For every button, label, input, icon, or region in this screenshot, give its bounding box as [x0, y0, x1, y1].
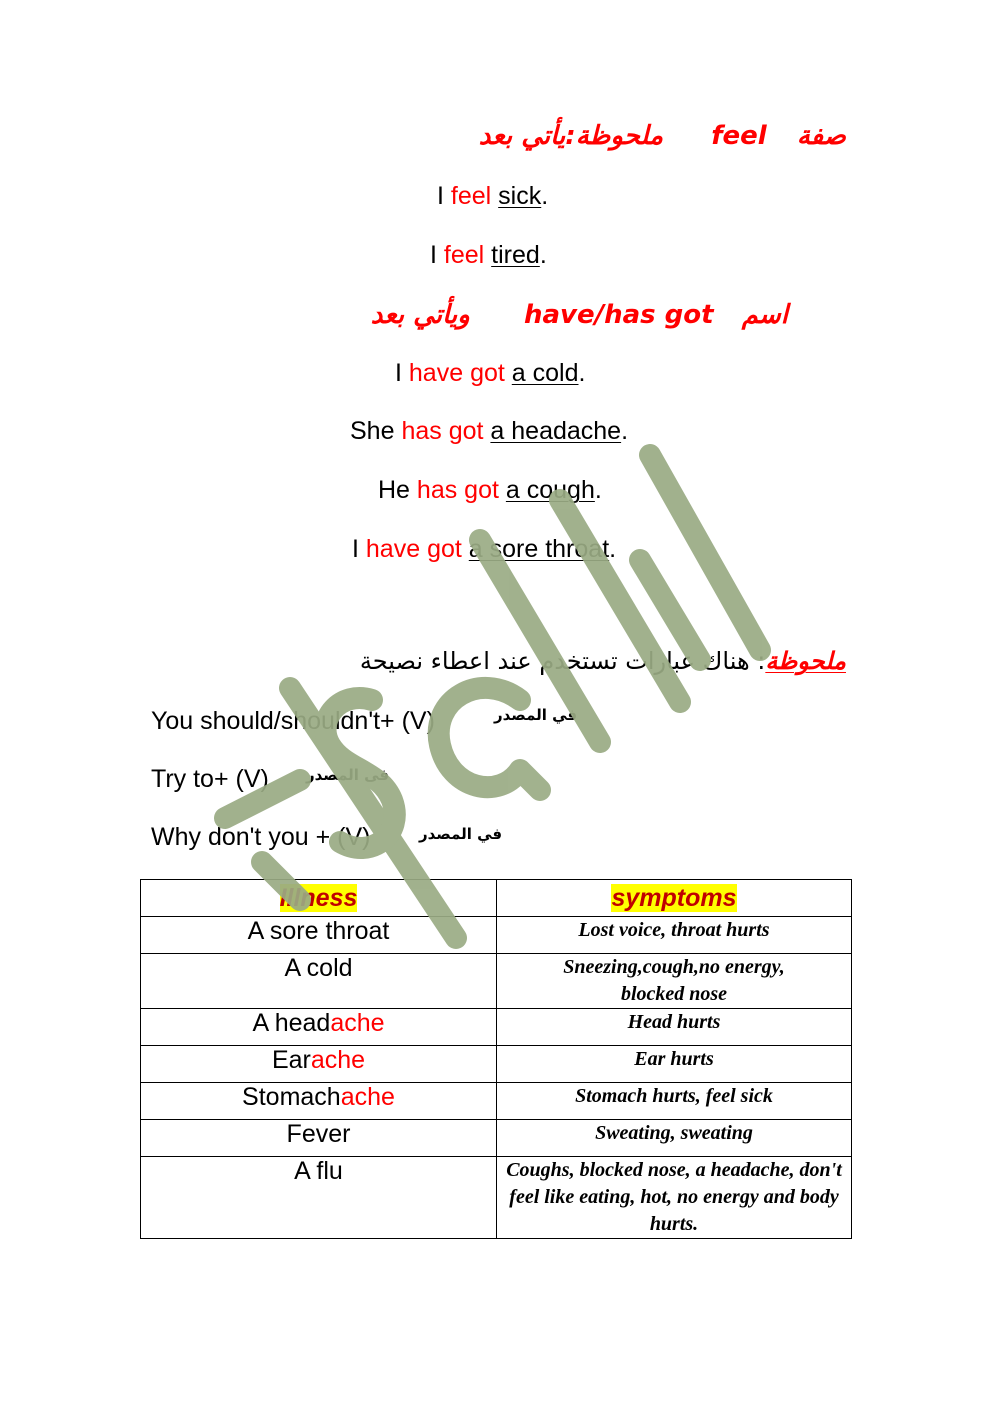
period: .	[541, 182, 549, 210]
note-have-got	[371, 300, 788, 330]
header-illness-text: Illness	[279, 883, 358, 912]
advice-arabic-1: في المصدر	[494, 706, 578, 724]
note-advice-colon: :	[757, 647, 766, 675]
symptom-cell: Ear hurts	[497, 1046, 852, 1083]
complement: a cold	[511, 359, 579, 387]
symptom-cell: Coughs, blocked nose, a headache, don't feel like eating, hot, no energy and body hurts.	[497, 1157, 852, 1239]
verb: have got	[365, 535, 462, 563]
verb: feel	[443, 241, 485, 269]
advice-phrase-1: You should/shouldn't+ (V)	[151, 707, 435, 735]
illness-suffix: ache	[330, 1009, 385, 1037]
illness-cell	[141, 954, 497, 1009]
have-example-2	[350, 417, 628, 446]
note-have-word: have/has got	[523, 300, 714, 330]
complement: sick	[498, 182, 542, 210]
illness-cell	[141, 1046, 497, 1083]
illness-text: Stomach	[242, 1083, 341, 1111]
period: .	[539, 241, 547, 269]
subject: I	[430, 241, 437, 269]
table-row	[141, 917, 852, 954]
note-have-prefix: ويأتي بعد	[370, 300, 470, 330]
symptom-cell: Stomach hurts, feel sick	[497, 1083, 852, 1120]
illness-cell	[141, 1083, 497, 1120]
verb: feel	[450, 182, 492, 210]
header-symptoms-text: symptoms	[611, 883, 737, 912]
header-illness	[141, 880, 497, 917]
illness-suffix: ache	[340, 1083, 395, 1111]
verb: has got	[401, 417, 484, 445]
verb: have got	[408, 359, 505, 387]
note-feel	[479, 121, 846, 151]
period: .	[594, 476, 602, 504]
table-row	[141, 954, 852, 1009]
complement: tired	[491, 241, 540, 269]
subject: I	[352, 535, 359, 563]
have-example-3	[378, 476, 602, 505]
illness-text: A flu	[294, 1157, 343, 1185]
illness-table	[140, 879, 852, 1239]
verb: has got	[416, 476, 499, 504]
table-row	[141, 1046, 852, 1083]
table-row	[141, 1120, 852, 1157]
period: .	[621, 417, 629, 445]
complement: a sore throat	[468, 535, 610, 563]
complement: a cough	[505, 476, 595, 504]
subject: I	[437, 182, 444, 210]
feel-example-1	[437, 182, 548, 211]
note-advice-label: ملحوظة	[765, 647, 846, 675]
subject: He	[378, 476, 410, 504]
illness-text: Ear	[271, 1046, 311, 1074]
illness-text: A head	[252, 1009, 331, 1037]
note-have-suffix: اسم	[741, 300, 788, 330]
illness-cell	[141, 917, 497, 954]
watermark-y-right	[650, 455, 760, 650]
symptom-cell: Head hurts	[497, 1009, 852, 1046]
table-row	[141, 1157, 852, 1239]
watermark-a	[439, 688, 540, 790]
header-symptoms	[497, 880, 852, 917]
symptom-cell: Lost voice, throat hurts	[497, 917, 852, 954]
watermark-y-left	[640, 560, 700, 660]
advice-phrase-2: Try to+ (V)	[151, 765, 269, 793]
illness-text: A sore throat	[247, 917, 390, 945]
subject: I	[395, 359, 402, 387]
table-row	[141, 1083, 852, 1120]
period: .	[578, 359, 586, 387]
illness-cell	[141, 1120, 497, 1157]
illness-text: Fever	[286, 1120, 351, 1148]
advice-arabic-3: في المصدر	[419, 825, 503, 843]
complement: a headache	[490, 417, 622, 445]
illness-cell	[141, 1009, 497, 1046]
illness-text: A cold	[284, 954, 353, 982]
note-feel-suffix: صفة	[796, 121, 846, 151]
note-feel-word: feel	[711, 121, 767, 151]
advice-phrase-3: Why don't you + (V)	[151, 823, 371, 851]
subject: She	[350, 417, 395, 445]
advice-arabic-2: فى المصدر	[306, 766, 390, 784]
have-example-4	[352, 535, 616, 564]
feel-example-2	[430, 241, 547, 270]
table-row	[141, 1009, 852, 1046]
table-header-row	[141, 880, 852, 917]
note-feel-prefix: ملحوظة:يأتي بعد	[478, 121, 664, 151]
watermark-strokes	[225, 455, 760, 938]
illness-suffix: ache	[310, 1046, 366, 1074]
illness-cell	[141, 1157, 497, 1239]
note-advice-text: هناك عبارات تستخدم عند اعطاء نصيحة	[359, 647, 750, 675]
symptom-cell: Sneezing,cough,no energy, blocked nose	[497, 954, 852, 1009]
period: .	[609, 535, 617, 563]
have-example-1	[395, 359, 585, 388]
note-advice	[360, 647, 846, 675]
symptom-cell: Sweating, sweating	[497, 1120, 852, 1157]
